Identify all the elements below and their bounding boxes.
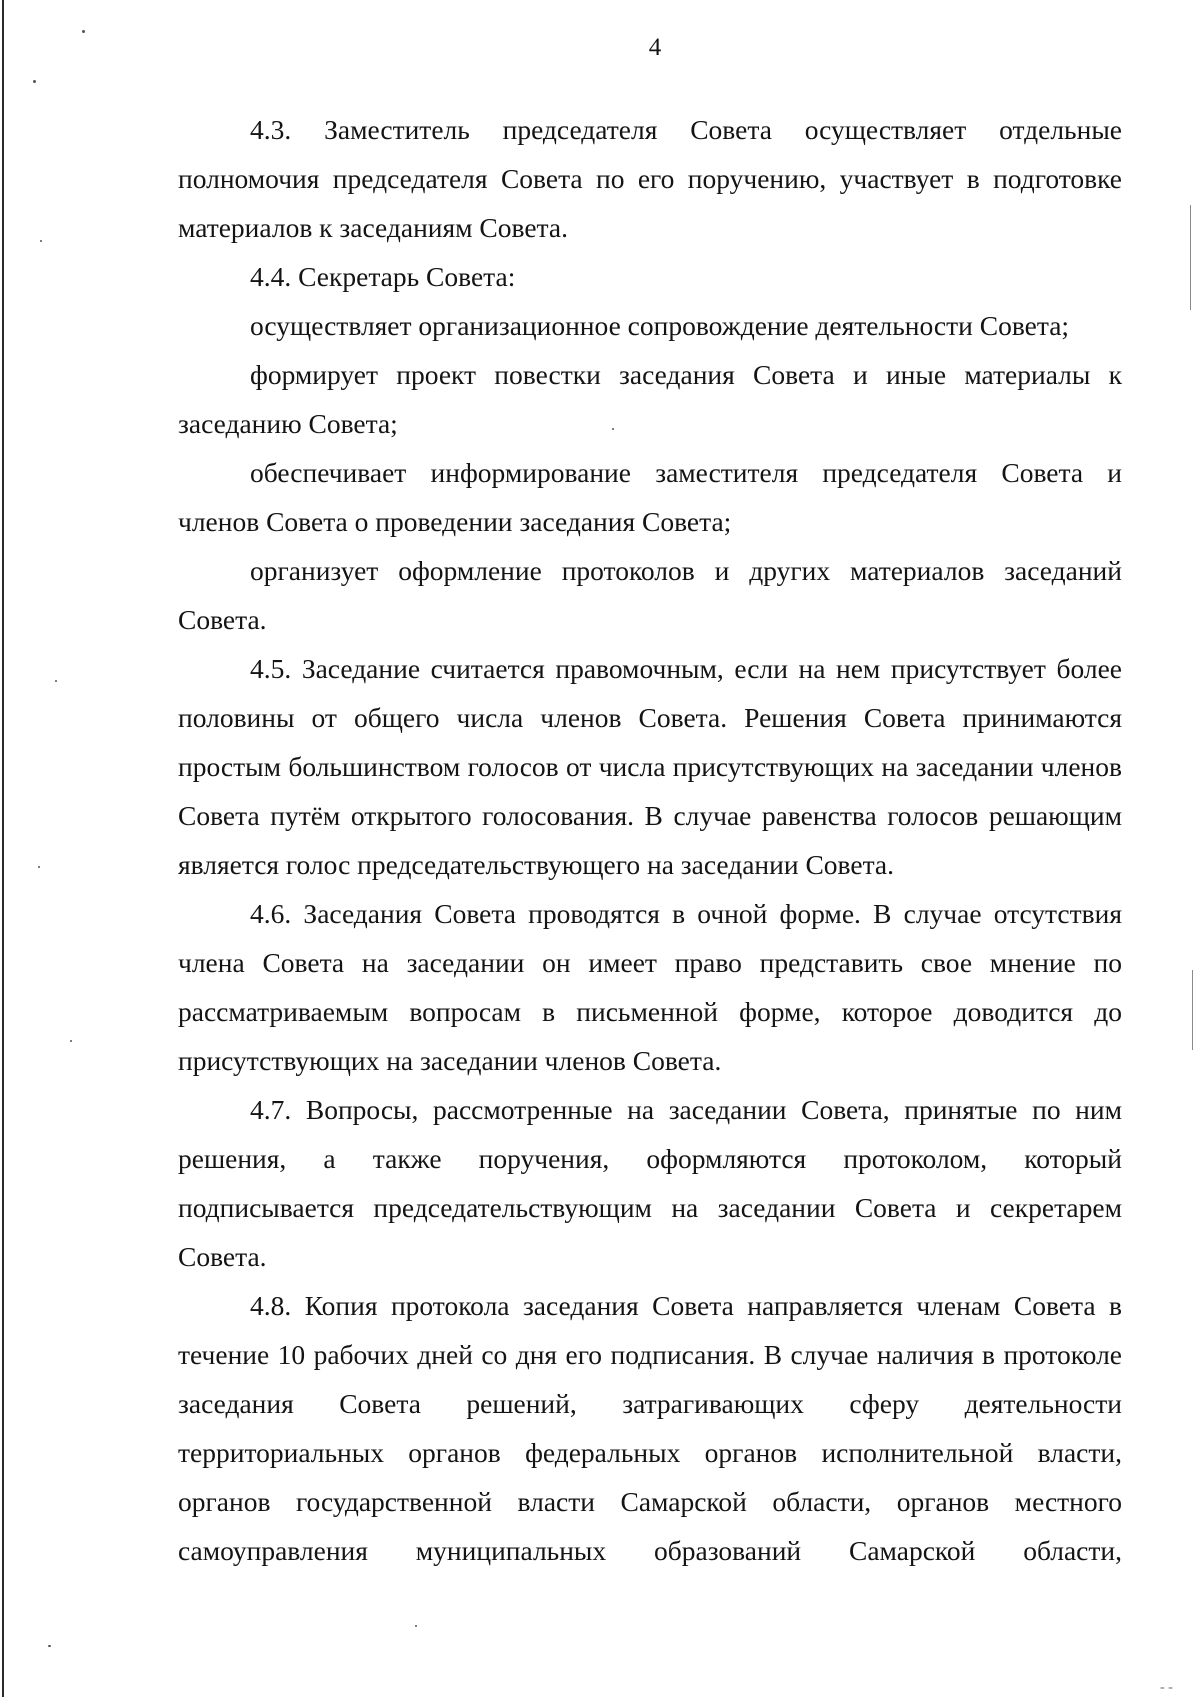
scan-speck	[40, 240, 42, 242]
scan-edge	[2, 0, 4, 1697]
scan-line	[1190, 205, 1191, 310]
paragraph-4-4-item-1: осуществляет организационное сопровождение деятельности Совета;	[250, 310, 1070, 341]
paragraph-4-4-item-3: обеспечивает информирование заместителя председателя Совета и членов Совета о проведении заседания Совета;	[178, 457, 1122, 537]
scan-speck	[82, 30, 85, 33]
paragraph-4-4-item-2: формирует проект повестки заседания Совета и иные материалы к заседанию Совета;	[178, 359, 1122, 439]
scan-speck	[38, 866, 40, 868]
paragraph-4-4-heading: 4.4. Секретарь Совета:	[250, 261, 516, 292]
document-body	[178, 105, 1122, 1575]
paragraph-4-6: 4.6. Заседания Совета проводятся в очной форме. В случае отсутствия члена Совета на заседании он имеет право представить свое мнение по рассматриваемым вопросам в письменной форме, которое доводится до присутствующих на заседании членов Совета.	[178, 898, 1122, 1076]
scan-speck	[415, 1625, 417, 1627]
paragraph-4-7: 4.7. Вопросы, рассмотренные на заседании Совета, принятые по ним решения, а также поручения, оформляются протоколом, который подписывается председательствующим на заседании Совета и секретарем Совета.	[178, 1094, 1122, 1272]
paragraph-4-3: 4.3. Заместитель председателя Совета осуществляет отдельные полномочия председателя Совета по его поручению, участвует в подготовке материалов к заседаниям Совета.	[178, 114, 1122, 243]
scan-speck	[33, 80, 36, 83]
scan-speck: - -	[1160, 1680, 1173, 1695]
paragraph-4-5: 4.5. Заседание считается правомочным, если на нем присутствует более половины от общего числа членов Совета. Решения Совета принимаются простым большинством голосов от числа присутствующих на заседании членов Совета путём открытого голосования. В случае равенства голосов решающим является голос председательствующего на заседании Совета.	[178, 653, 1122, 880]
page-number: 4	[648, 34, 662, 61]
paragraph-4-4-item-4: организует оформление протоколов и других материалов заседаний Совета.	[178, 555, 1122, 635]
scan-speck	[48, 1645, 51, 1647]
scan-speck	[70, 1040, 72, 1042]
scan-speck	[55, 680, 57, 682]
scan-line	[1192, 970, 1193, 1050]
paragraph-4-8: 4.8. Копия протокола заседания Совета направляется членам Совета в течение 10 рабочих дней со дня его подписания. В случае наличия в протоколе заседания Совета решений, затрагивающих сферу деятельности территориальных органов федеральных органов исполнительной власти, органов государственной власти Самарской области, органов местного самоуправления муниципальных образований Самарской области,	[178, 1290, 1122, 1566]
